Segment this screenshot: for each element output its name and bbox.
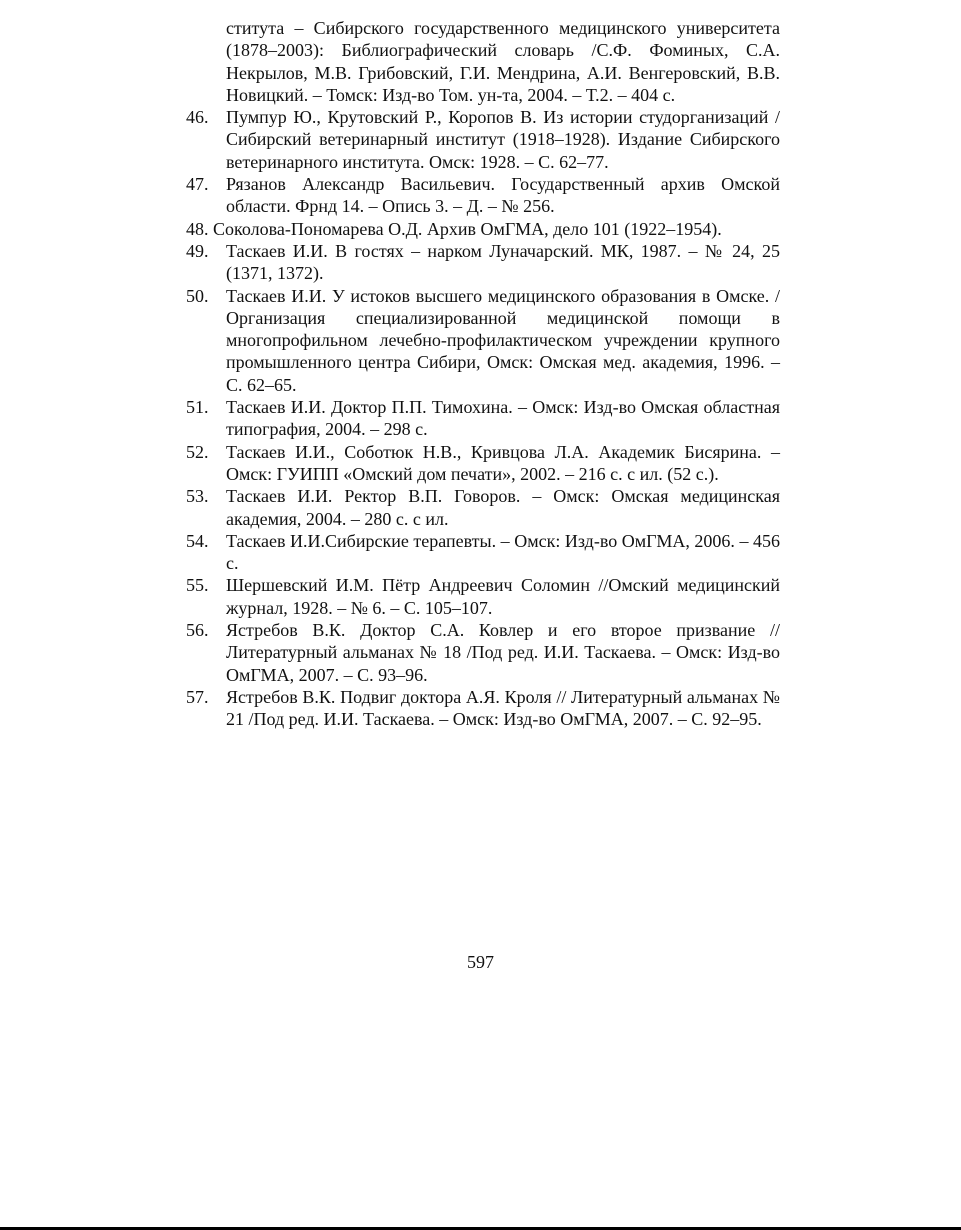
bibliography-entry	[186, 106, 780, 173]
entry-text: Шершевский И.М. Пётр Андреевич Соломин //Омский медицинский журнал, 1928. – № 6. – С. 105–107.	[226, 575, 780, 618]
bibliography-entry	[186, 285, 780, 396]
entry-text: Таскаев И.И. Ректор В.П. Говоров. – Омск: Омская медицинская академия, 2004. – 280 с. с ил.	[226, 486, 780, 529]
entry-text: Пумпур Ю., Крутовский Р., Коропов В. Из истории студорганизаций /Сибирский ветеринарный институт (1918–1928). Издание Сибирского ветеринарного института. Омск: 1928. – С. 62–77.	[226, 107, 780, 172]
entry-number: 50.	[186, 285, 209, 306]
entry-number: 47.	[186, 174, 209, 195]
bibliography-entry	[186, 619, 780, 686]
bibliography-entry	[186, 686, 780, 731]
bibliography-entry	[186, 574, 780, 619]
entry-text: Таскаев И.И., Соботюк Н.В., Кривцова Л.А. Академик Бисярина. – Омск: ГУИПП «Омский дом печати», 2002. – 216 с. с ил. (52 с.).	[226, 441, 780, 484]
entry-number: 57.	[186, 686, 209, 707]
entry-number: 56.	[186, 620, 209, 641]
entry-text: Таскаев И.И.Сибирские терапевты. – Омск: Изд-во ОмГМА, 2006. – 456 с.	[226, 530, 780, 574]
entry-number: 53.	[186, 486, 209, 507]
entry-text: Ястребов В.К. Подвиг доктора А.Я. Кроля // Литературный альманах № 21 /Под ред. И.И. Таскаева. – Омск: Изд-во ОмГМА, 2007. – С. 92–95.	[226, 686, 780, 730]
bibliography-entry	[186, 396, 780, 441]
entry-text: Таскаев И.И. В гостях – нарком Луначарский. МК, 1987. – № 24, 25 (1371, 1372).	[226, 240, 780, 284]
entry-number: 46.	[186, 107, 209, 128]
bibliography-entry	[186, 530, 780, 575]
bibliography-list	[186, 17, 780, 731]
entry-text: Таскаев И.И. У истоков высшего медицинского образования в Омске. /Организация специализированной медицинской помощи в многопрофильном лечебно-профилактическом учреждении крупного промышленного центра Сибири, Омск: Омская мед. академия, 1996. – С. 62–65.	[226, 285, 780, 395]
entry-text: ститута – Сибирского государственного медицинского университета (1878–2003): Библиографический словарь /С.Ф. Фоминых, С.А. Некрылов, М.В. Грибовский, Г.И. Мендрина, А.И. Венгеровский, В.В. Новицкий. – Томск: Изд-во Том. ун-та, 2004. – Т.2. – 404 с.	[226, 18, 780, 105]
entry-number: 51.	[186, 397, 209, 418]
entry-number: 55.	[186, 575, 209, 596]
bibliography-entry	[186, 485, 780, 530]
entry-text: Рязанов Александр Васильевич. Государственный архив Омской области. Фрнд 14. – Опись 3. – Д. – № 256.	[226, 174, 780, 217]
bibliography-entry	[186, 218, 780, 240]
bibliography-entry	[186, 441, 780, 486]
bibliography-entry	[186, 240, 780, 285]
entry-number: 52.	[186, 441, 209, 462]
entry-number: 48.	[186, 218, 209, 239]
entry-number: 49.	[186, 240, 209, 261]
page-number: 597	[467, 952, 494, 972]
entry-text: Таскаев И.И. Доктор П.П. Тимохина. – Омск: Изд-во Омская областная типография, 2004. – 298 с.	[226, 397, 780, 440]
entry-number: 54.	[186, 530, 209, 551]
entry-text: Соколова-Пономарева О.Д. Архив ОмГМА, дело 101 (1922–1954).	[213, 218, 722, 239]
entry-text: Ястребов В.К. Доктор С.А. Ковлер и его второе призвание //Литературный альманах № 18 /Под ред. И.И. Таскаева. – Омск: Изд-во ОмГМА, 2007. – С. 93–96.	[226, 620, 780, 685]
bibliography-entry	[186, 173, 780, 218]
bibliography-entry	[186, 17, 780, 106]
